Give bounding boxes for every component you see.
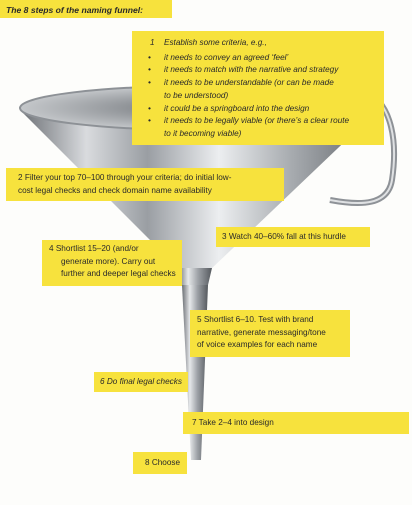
step-4-line-1: 4 Shortlist 15–20 (and/or bbox=[49, 244, 139, 253]
step-5-box bbox=[190, 310, 350, 357]
criteria-item: • it needs to be understandable (or can be made bbox=[146, 77, 376, 90]
criteria-item: • it needs to convey an agreed ‘feel’ bbox=[146, 52, 376, 65]
step-4-box bbox=[42, 240, 182, 286]
criteria-item-continuation: to it becoming viable) bbox=[164, 128, 242, 138]
step-3-box: 3 Watch 40–60% fall at this hurdle bbox=[216, 227, 370, 247]
step-7-box: 7 Take 2–4 into design bbox=[183, 412, 409, 434]
step-5-line-1: 5 Shortlist 6–10. Test with brand bbox=[197, 315, 314, 324]
criteria-item: • it could be a springboard into the design bbox=[146, 103, 376, 116]
step-5-line-2: narrative, generate messaging/tone bbox=[197, 327, 326, 337]
diagram-title: The 8 steps of the naming funnel: bbox=[0, 0, 172, 18]
step-2-line-2: cost legal checks and check domain name availability bbox=[18, 185, 212, 195]
step-2-box bbox=[6, 168, 284, 201]
step-1-number: 1 bbox=[150, 38, 155, 47]
criteria-item: • it needs to match with the narrative and strategy bbox=[146, 64, 376, 77]
step-1-box bbox=[132, 31, 384, 145]
step-6-box: 6 Do final legal checks bbox=[94, 372, 188, 392]
step-8-box: 8 Choose bbox=[133, 452, 187, 474]
criteria-item: • it needs to be legally viable (or there’s a clear route bbox=[146, 115, 376, 128]
step-4-line-3: further and deeper legal checks bbox=[61, 269, 176, 279]
step-4-line-2: generate more). Carry out bbox=[61, 256, 156, 266]
criteria-item-continuation: to be understood) bbox=[164, 90, 229, 100]
step-1-text: Establish some criteria, e.g., bbox=[164, 38, 267, 47]
step-5-line-3: of voice examples for each name bbox=[197, 340, 318, 350]
criteria-list bbox=[146, 52, 376, 141]
step-2-line-1: 2 Filter your top 70–100 through your criteria; do initial low- bbox=[18, 173, 232, 182]
